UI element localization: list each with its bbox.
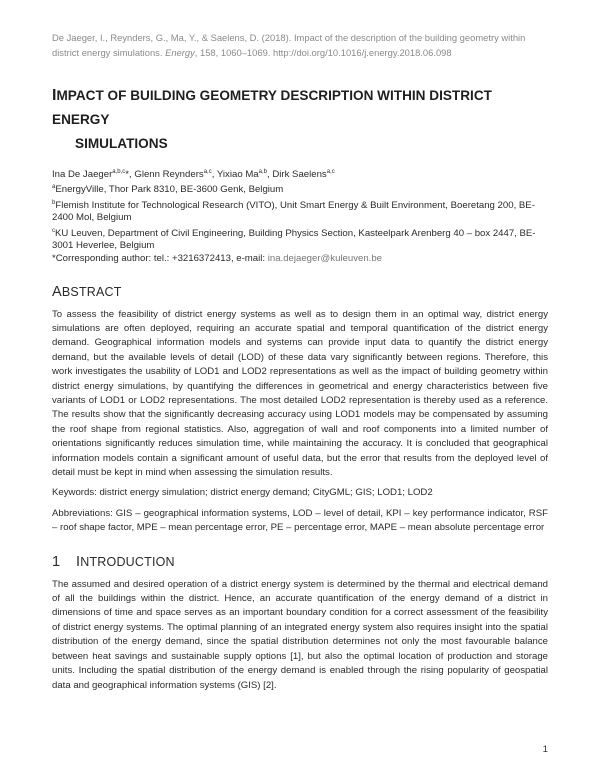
affiliation: $^b$Flemish Institute for Technological Research (VITO), Unit Smart Energy & Built Environment, Boeretang 200, BE-2400 Mol, Belgium (52, 199, 535, 224)
introduction-heading: 1 INTRODUCTION (52, 553, 175, 570)
citation-volume-doi: , 158, 1060–1069. http://doi.org/10.1016/j.energy.2018.06.098 (194, 47, 452, 58)
corresponding-author: *Corresponding author: tel.: +3216372413, e-mail: ina.dejaeger@kuleuven.be (52, 252, 383, 264)
page-number: 1 (542, 744, 548, 755)
author-affiliation-sup: a,c (326, 169, 335, 175)
author-affiliation-sup: a,c (203, 169, 212, 175)
title-line-1 (52, 84, 548, 132)
author-affiliation-sup: a,b,c (112, 169, 126, 175)
citation (52, 30, 548, 60)
affiliation: $^a$EnergyVille, Thor Park 8310, BE-3600 Genk, Belgium (52, 184, 284, 195)
corresponding-email-link[interactable]: ina.dejaeger@kuleuven.be (267, 252, 383, 264)
citation-journal: Energy (165, 47, 195, 58)
citation-authors-title: De Jaeger, I., Reynders, G., Ma, Y., & Saelens, D. (2018). Impact of the description of the building geometry within district energy simulations. (52, 32, 526, 58)
paper-page (52, 30, 548, 699)
abbreviations: Abbreviations: GIS – geographical information systems, LOD – level of detail, KPI – key performance indicator, RSF – roof shape factor, MPE – mean percentage error, PE – percentage error, MAPE – mean absolute percentage error (52, 507, 548, 534)
paper-title (52, 84, 548, 156)
author-list: Ina De Jaeger$^{a,b,c}$*, Glenn Reynders$^{a,c}$, Yixiao Ma$^{a,b}$, Dirk Saelens$^{a,c}$ (52, 169, 335, 180)
keywords: Keywords: district energy simulation; district energy demand; CityGML; GIS; LOD1; LOD2 (52, 487, 433, 499)
abstract-heading: ABSTRACT (52, 283, 122, 300)
author-name: Glenn Reynders (134, 169, 204, 180)
affiliation: $^c$KU Leuven, Department of Civil Engineering, Building Physics Section, Kasteelpark Arenberg 40 – box 2447, BE-3001 Heverlee, Belgium (52, 227, 536, 252)
introduction-text: The assumed and desired operation of a district energy system is determined by the thermal and electrical demand of all the buildings within the district. Hence, an accurate quantification of the energy demand of a district in dimensions of time and space serves as an important boundary condition for a correct assessment of the feasibility of district energy systems. The optimal planning of an integrated energy system also requires insight into the spatial distribution of the energy demand, since the spatial distribution determines not only the most favourable balance between heat savings and sustainable supply options [1], but also the optimal location of production and storage units. Including the spatial distribution of the energy demand is enabled through the rising popularity of geospatial data and geographical information systems (GIS) [2]. (52, 578, 548, 691)
author-affiliation-sup: a,b (258, 169, 267, 175)
author-name: Ina De Jaeger (52, 169, 113, 180)
title-line-2: SIMULATIONS (75, 136, 168, 151)
author-name: Dirk Saelens (272, 169, 327, 180)
author-name: Yixiao Ma (216, 169, 259, 180)
title-first-letter: I (52, 87, 57, 104)
abstract-text: To assess the feasibility of district energy systems as well as to design them in an optimal way, district energy simulations are often deployed, requiring an accurate spatial and temporal quantification of the district energy demand. Geographical information models and systems can provide input data to quantify the district energy demand, but the available levels of detail (LOD) of these data vary significantly between regions. Therefore, this work investigates the usability of LOD1 and LOD2 representations as well as the impact of building geometry within district energy simulations, by quantifying the differences in geometrical and energy characteristics between five variants of LOD1 or LOD2 representations. The most detailed LOD2 representation is thereby used as a reference. The results show that the significantly decreasing accuracy using LOD1 models may be compensated by assuming the roof shape from regional statistics. Also, aggregation of wall and roof components into a limited number of orientations significantly reduces simulation time, while maintaining the accuracy. It is concluded that geographical information models contain a significant amount of useful data, but the error that results from the deployed level of detail must be kept in mind when assessing the simulation results. (52, 308, 548, 479)
title-line-1-rest: MPACT OF BUILDING GEOMETRY DESCRIPTION WITHIN DISTRICT ENERGY (52, 88, 492, 127)
section-number: 1 (52, 553, 61, 570)
